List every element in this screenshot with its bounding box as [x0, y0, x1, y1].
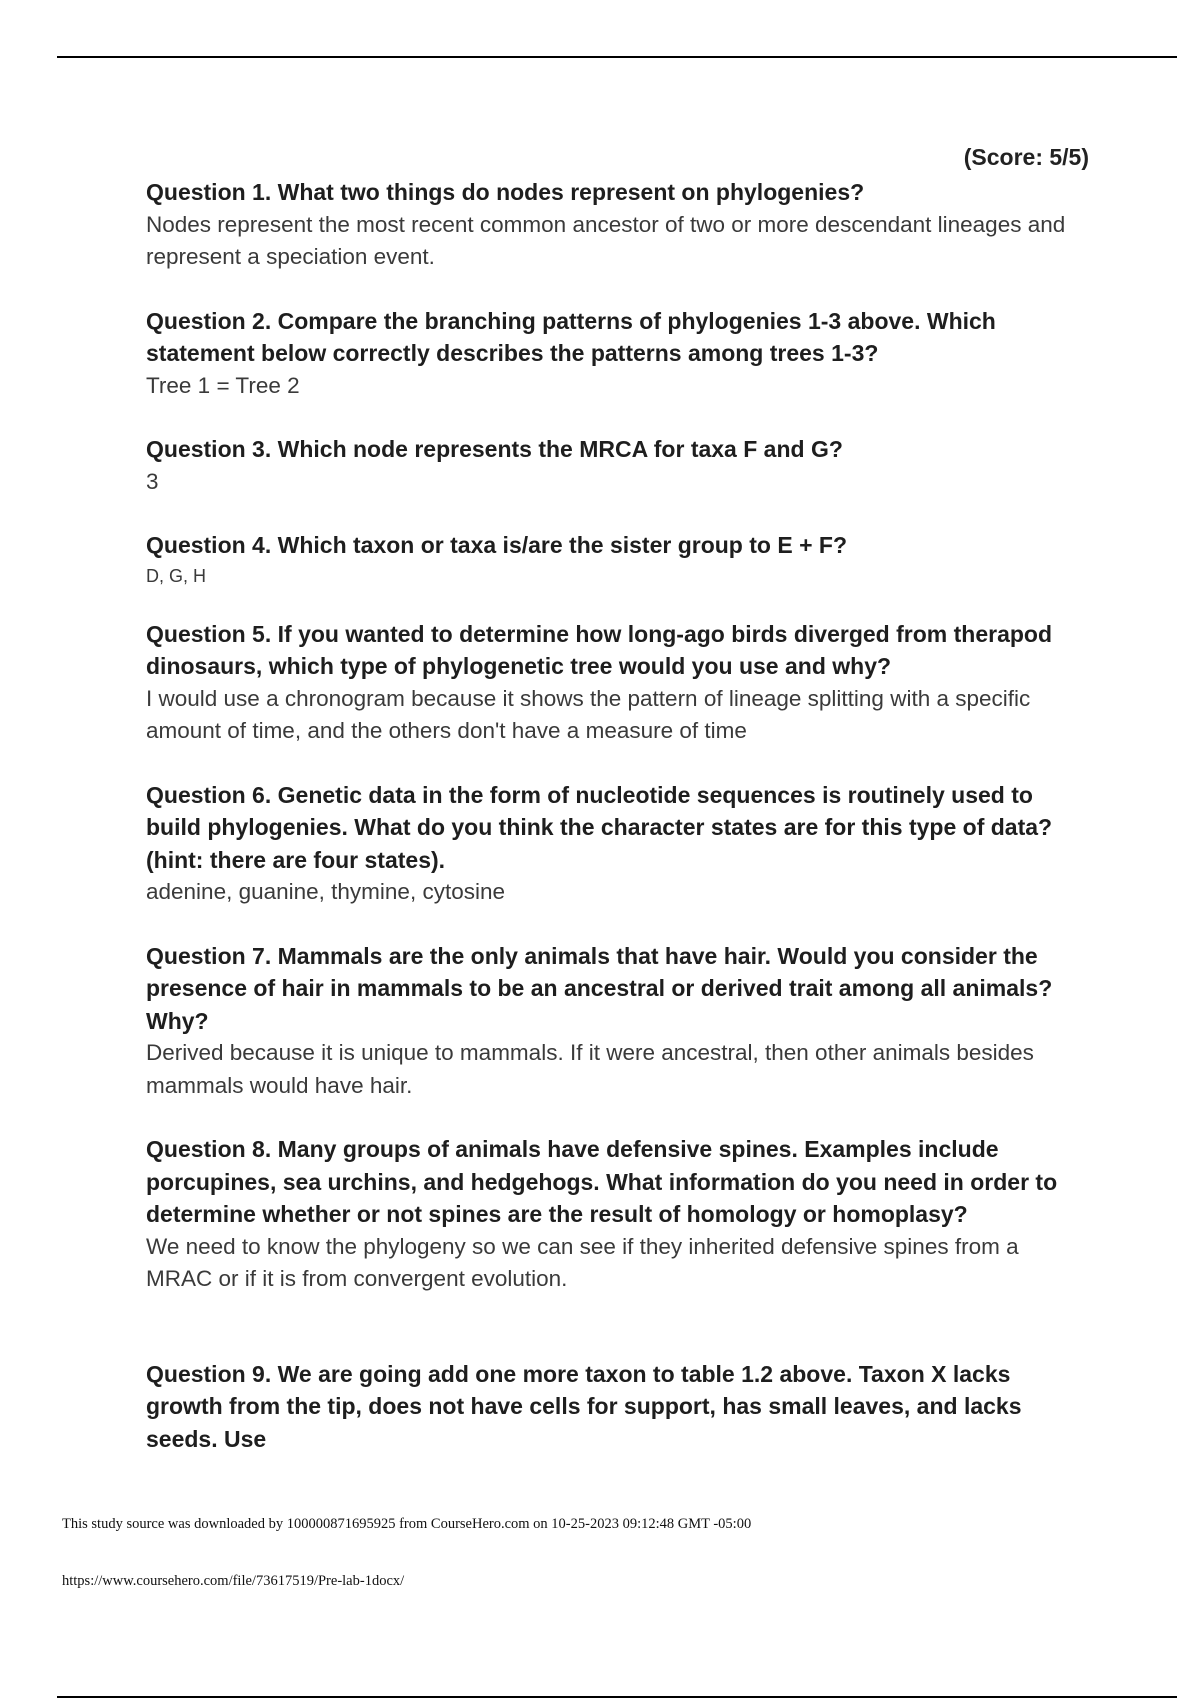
question-1-text: Question 1. What two things do nodes represent on phylogenies?	[146, 179, 865, 205]
score-label: (Score: 5/5)	[963, 144, 1089, 170]
question-block-2	[146, 305, 1086, 403]
question-block-8	[146, 1133, 1086, 1296]
question-block-3	[146, 433, 1086, 498]
answer-4-text: D, G, H	[146, 565, 207, 586]
answer-2-text: Tree 1 = Tree 2	[146, 372, 300, 398]
question-5-text: Question 5. If you wanted to determine how long-ago birds diverged from therapod dinosaurs, which type of phylogenetic tree would you use and why?	[146, 620, 1053, 679]
question-block-6	[146, 779, 1086, 909]
question-2-text: Question 2. Compare the branching patterns of phylogenies 1-3 above. Which statement below correctly describes the patterns among trees 1-3?	[146, 307, 996, 366]
answer-3-text: 3	[146, 468, 159, 494]
question-block-4	[146, 529, 1086, 588]
answer-1-text: Nodes represent the most recent common ancestor of two or more descendant lineages and represent a speciation event.	[146, 211, 1066, 269]
bottom-rule	[57, 1696, 1177, 1698]
answer-5-text: I would use a chronogram because it shows the pattern of lineage splitting with a specific amount of time, and the others don't have a measure of time	[146, 685, 1031, 743]
question-7-text: Question 7. Mammals are the only animals that have hair. Would you consider the presence of hair in mammals to be an ancestral or derived trait among all animals? Why?	[146, 942, 1053, 1034]
answer-7-text: Derived because it is unique to mammals. If it were ancestral, then other animals besides mammals would have hair.	[146, 1040, 1034, 1098]
answer-6-text: adenine, guanine, thymine, cytosine	[146, 879, 505, 904]
top-rule	[57, 56, 1177, 58]
download-notice: This study source was downloaded by 100000871695925 from CourseHero.com on 10-25-2023 09:12:48 GMT -05:00	[62, 1516, 752, 1532]
question-9-text: Question 9. We are going add one more taxon to table 1.2 above. Taxon X lacks growth from the tip, does not have cells for support, has small leaves, and lacks seeds. Use	[146, 1360, 1022, 1452]
question-block-5	[146, 618, 1086, 748]
question-block-7	[146, 940, 1086, 1103]
source-url[interactable]: https://www.coursehero.com/file/73617519/Pre-lab-1docx/	[62, 1573, 405, 1589]
question-block-1	[146, 176, 1086, 274]
question-8-text: Question 8. Many groups of animals have defensive spines. Examples include porcupines, sea urchins, and hedgehogs. What information do you need in order to determine whether or not spines are the result of homology or homoplasy?	[146, 1136, 1058, 1227]
answer-8-text: We need to know the phylogeny so we can see if they inherited defensive spines from a MRAC or if it is from convergent evolution.	[146, 1233, 1019, 1291]
question-3-text: Question 3. Which node represents the MRCA for taxa F and G?	[146, 436, 843, 462]
document-body	[146, 176, 1086, 1455]
question-6-text: Question 6. Genetic data in the form of nucleotide sequences is routinely used to build phylogenies. What do you think the character states are for this type of data? (hint: there are four states).	[146, 781, 1053, 873]
question-block-9	[146, 1358, 1086, 1456]
question-4-text: Question 4. Which taxon or taxa is/are the sister group to E + F?	[146, 532, 847, 558]
